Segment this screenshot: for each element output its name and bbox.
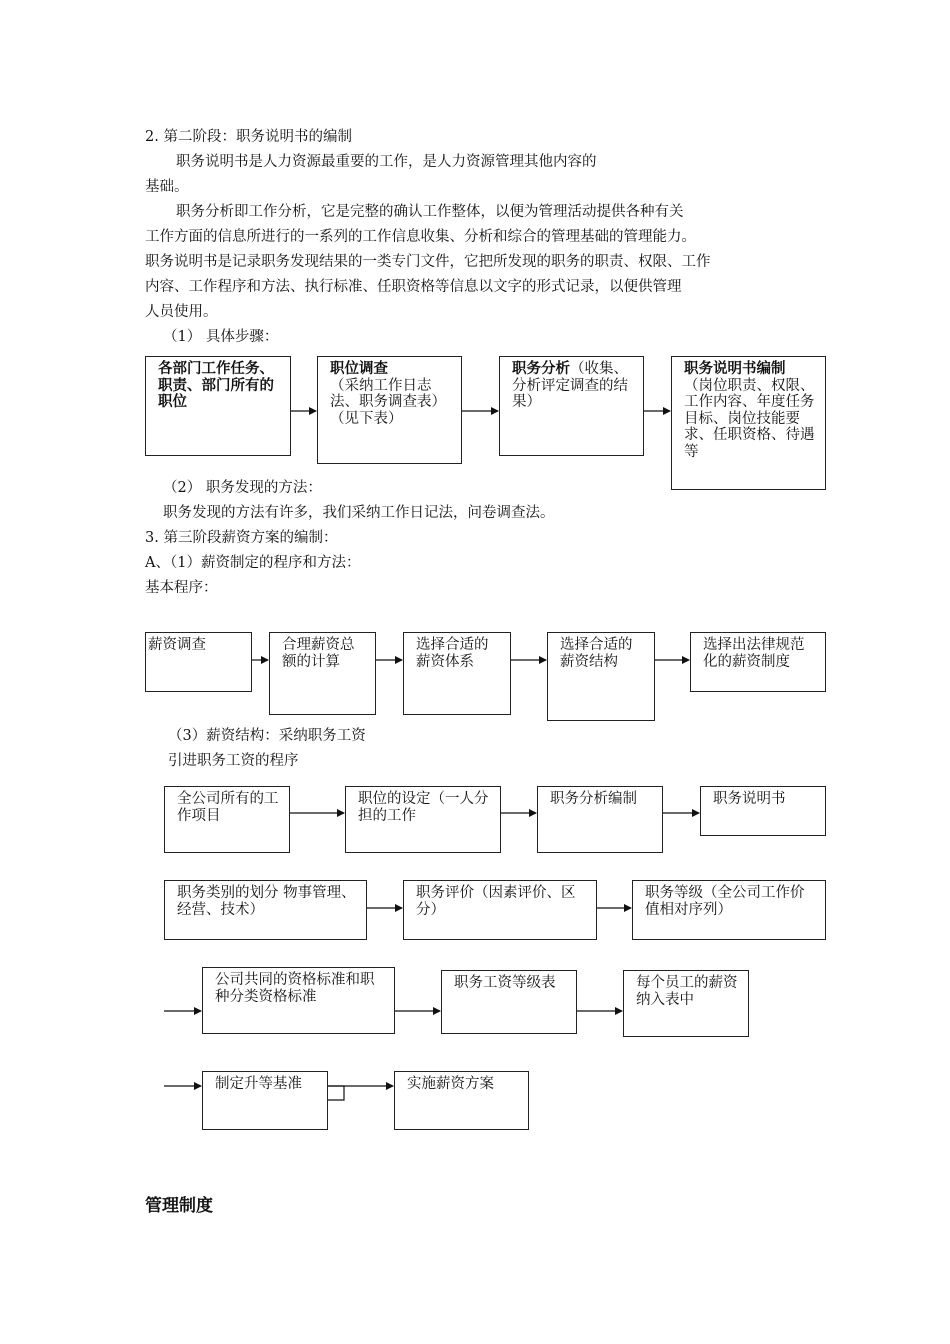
section2-para2-line2: 工作方面的信息所进行的一系列的工作信息收集、分析和综合的管理基础的管理能力。: [145, 229, 696, 245]
flow1-box-job-description-body: （岗位职责、权限、工作内容、年度任务目标、岗位技能要求、任职资格、待遇等: [684, 377, 815, 460]
flow3-box-implement-salary: 实施薪资方案: [394, 1071, 529, 1130]
flow1-box-position-survey-title: 职位调查: [330, 360, 388, 377]
job-wage-procedure-label: 引进职务工资的程序: [168, 753, 299, 769]
methods-label: （2） 职务发现的方法：: [163, 480, 322, 496]
flow3-box-promotion-criteria: 制定升等基准: [202, 1071, 328, 1130]
section2-heading: 2. 第二阶段：职务说明书的编制: [145, 129, 352, 145]
section3-heading: 3. 第三阶段薪资方案的编制：: [145, 530, 338, 546]
flow3-box-qualification-standard: 公司共同的资格标准和职种分类资格标准: [202, 967, 395, 1034]
section2-para3-line1: 职务说明书是记录职务发现结果的一类专门文件，它把所发现的职务的职责、权限、工作: [145, 254, 711, 270]
flow1-box-job-description-title: 职务说明书编制: [684, 360, 786, 377]
flow2-box-salary-system-legal: 选择出法律规范化的薪资制度: [690, 632, 826, 692]
section2-para1-line1: 职务说明书是人力资源最重要的工作，是人力资源管理其他内容的: [176, 154, 597, 170]
section2-para3-line2: 内容、工作程序和方法、执行标准、任职资格等信息以文字的形式记录，以便供管理: [145, 279, 682, 295]
footer-title: 管理制度: [145, 1196, 213, 1216]
flow3-box-job-classification: 职务类别的划分 物事管理、经营、技术）: [164, 880, 367, 940]
flow3-box-job-analysis: 职务分析编制: [537, 786, 663, 853]
flow2-box-salary-structure: 选择合适的薪资结构: [547, 632, 655, 721]
connector-bracket: [328, 1086, 344, 1100]
methods-text: 职务发现的方法有许多，我们采纳工作日记法，问卷调查法。: [163, 505, 555, 521]
flow3-box-employee-salary: 每个员工的薪资纳入表中: [623, 970, 749, 1037]
steps-label: （1） 具体步骤：: [163, 329, 279, 345]
section2-para1-line2: 基础。: [145, 179, 189, 195]
flow3-box-job-description: 职务说明书: [700, 786, 826, 836]
section3-subheading: A、（1）薪资制定的程序和方法：: [145, 555, 361, 571]
section2-para2-line1: 职务分析即工作分析，它是完整的确认工作整体，以便为管理活动提供各种有关: [176, 204, 684, 220]
flow1-box-job-analysis-title: 职务分析: [512, 360, 570, 377]
section2-para3-line3: 人员使用。: [145, 304, 218, 320]
flow1-box-position-survey-body: （采纳工作日志法、职务调查表）（见下表）: [330, 377, 446, 427]
flow2-box-salary-system: 选择合适的薪资体系: [403, 632, 511, 715]
flow1-box-job-analysis-body: （收集、分析评定调查的结果）: [512, 361, 628, 410]
flow3-box-job-evaluation: 职务评价（因素评价、区分）: [403, 880, 597, 940]
basic-procedure-label: 基本程序：: [145, 580, 218, 596]
flow3-box-work-items: 全公司所有的工作项目: [164, 786, 290, 853]
flow2-box-total-salary: 合理薪资总额的计算: [269, 632, 376, 715]
flow3-box-wage-grade-table: 职务工资等级表: [441, 970, 577, 1034]
flow3-box-job-grade: 职务等级（全公司工作价值相对序列）: [632, 880, 826, 940]
salary-structure-label: （3）薪资结构：采纳职务工资: [168, 728, 366, 744]
flow1-box-departments: 各部门工作任务、职责、部门所有的职位: [145, 356, 291, 456]
flow3-box-position-setting: 职位的设定（一人分担的工作: [345, 786, 501, 853]
flow2-box-salary-survey: 薪资调查: [145, 632, 252, 692]
